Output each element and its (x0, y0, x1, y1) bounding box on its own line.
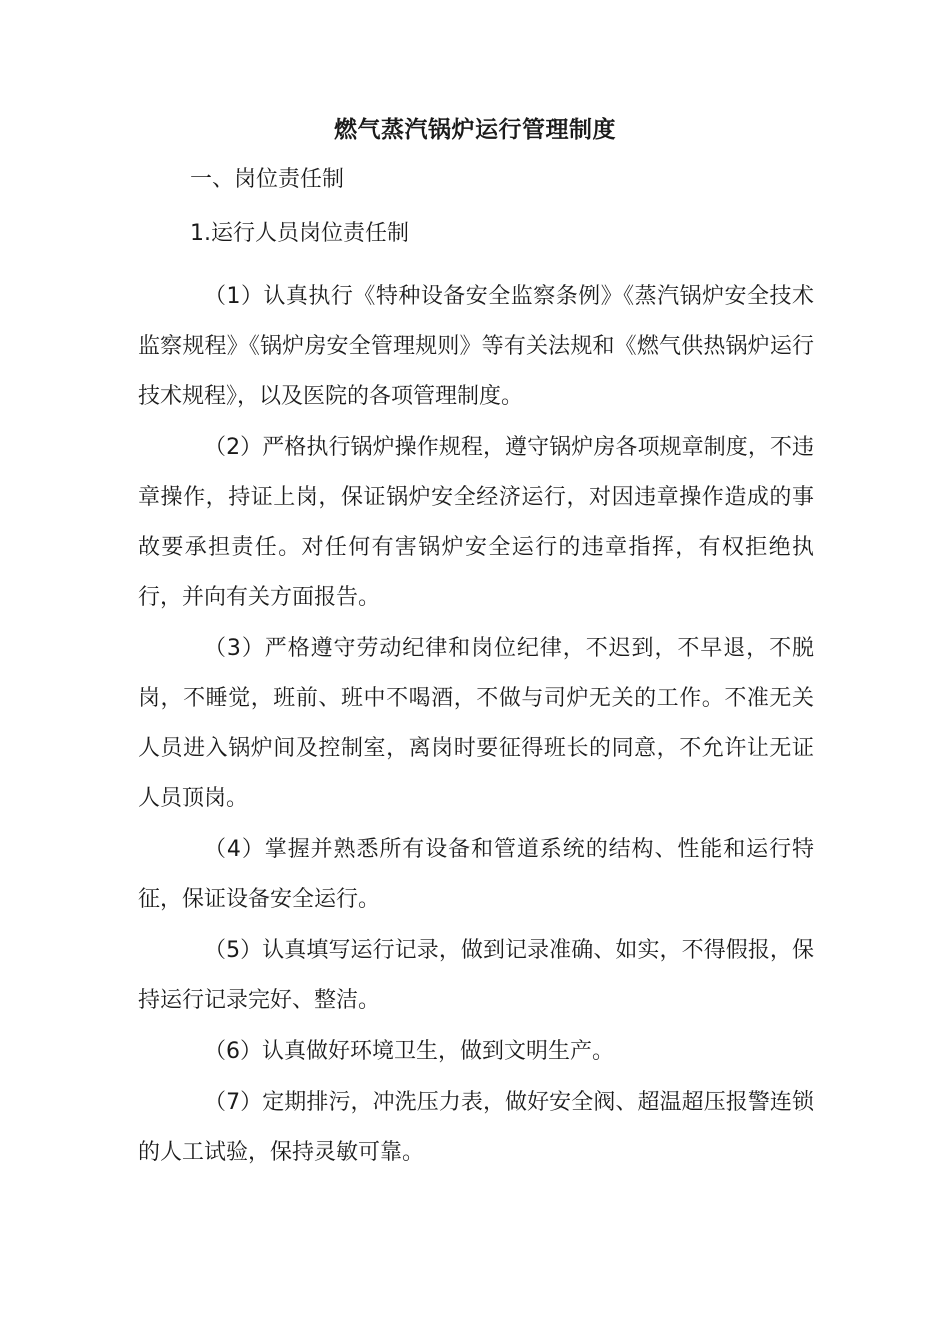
paragraph-2: （2）严格执行锅炉操作规程，遵守锅炉房各项规章制度，不违章操作，持证上岗，保证锅炉安全经济运行，对因违章操作造成的事故要承担责任。对任何有害锅炉安全运行的违章指挥，有权拒绝执行，并向有关方面报告。 (138, 435, 814, 610)
subsection-heading: 1.运行人员岗位责任制 (190, 221, 409, 246)
paragraph-4: （4）掌握并熟悉所有设备和管道系统的结构、性能和运行特征，保证设备安全运行。 (138, 837, 814, 912)
paragraph-6: （6）认真做好环境卫生，做到文明生产。 (204, 1039, 614, 1064)
paragraph-5: （5）认真填写运行记录，做到记录准确、如实，不得假报，保持运行记录完好、整洁。 (138, 938, 814, 1013)
paragraph-3: （3）严格遵守劳动纪律和岗位纪律，不迟到，不早退，不脱岗，不睡觉，班前、班中不喝酒，不做与司炉无关的工作。不准无关人员进入锅炉间及控制室，离岗时要征得班长的同意，不允许让无证人员顶岗。 (138, 636, 814, 811)
section-heading: 一、岗位责任制 (190, 167, 345, 192)
document-title: 燃气蒸汽锅炉运行管理制度 (334, 117, 616, 143)
paragraph-1: （1）认真执行《特种设备安全监察条例》《蒸汽锅炉安全技术监察规程》《锅炉房安全管理规则》等有关法规和《燃气供热锅炉运行技术规程》，以及医院的各项管理制度。 (138, 284, 814, 409)
paragraph-7: （7）定期排污，冲洗压力表，做好安全阀、超温超压报警连锁的人工试验，保持灵敏可靠。 (138, 1090, 814, 1165)
